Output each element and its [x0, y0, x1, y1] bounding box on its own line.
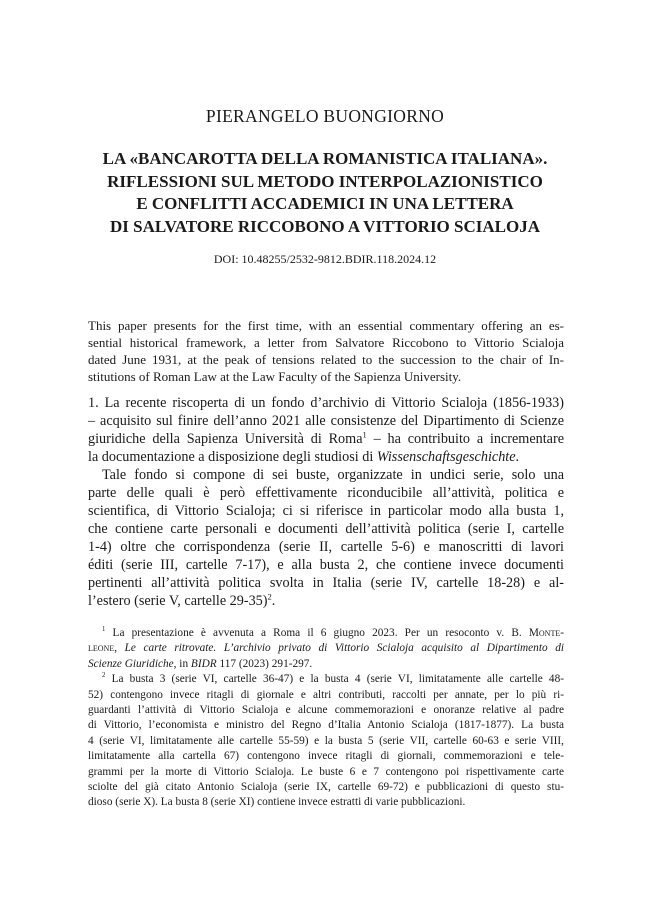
footnote-line: limitatamente alla cartella 67) contengono invece ritagli di giornali, commemorazioni e tele-	[88, 750, 564, 763]
title-line: LA «BANCAROTTA DELLA ROMANISTICA ITALIANA».	[102, 149, 548, 168]
cited-title: Le carte ritrovate. L’archivio privato di Vittorio Scialoja acquisito al Dipartimento di	[124, 642, 564, 655]
author-smallcaps: leone	[88, 642, 115, 655]
body-text	[88, 394, 564, 610]
title-line: E CONFLITTI ACCADEMICI IN UNA LETTERA	[136, 194, 514, 213]
body-line: 1. La recente riscoperta di un fondo d’archivio di Vittorio Scialoja (1856-1933)	[88, 395, 564, 411]
footnote-number: 2	[102, 672, 106, 680]
abstract-line: sential historical framework, a letter from Salvatore Riccobono to Vittorio Scialoja	[88, 335, 564, 350]
abstract-line: stitutions of Roman Law at the Law Faculty of the Sapienza University.	[88, 369, 462, 384]
note-text: La presentazione è avvenuta a Roma il 6 giugno 2023. Per un resoconto v. B.	[105, 627, 529, 639]
author-smallcaps: Monte	[528, 627, 561, 639]
note-text: -	[560, 627, 564, 639]
body-text-span: la documentazione a disposizione degli studiosi di	[88, 449, 377, 465]
footnote-line: grammi per la morte di Vittorio Scialoja. Le buste 6 e 7 contengono poi rispettivamente carte	[88, 765, 564, 778]
body-line: parte delle quali è però effettivamente riconducibile all’attività, politica e	[88, 485, 564, 501]
body-text-span: .	[271, 593, 276, 609]
body-line	[88, 430, 564, 448]
footnote-line: guardanti l’attività di Vittorio Scialoja e alcune commemorazioni e onoranze relative al padre	[88, 704, 564, 717]
footnote-line: dioso (serie X). La busta 8 (serie XI) contiene invece estratti di varie pubblicazioni.	[88, 796, 466, 809]
abstract	[88, 317, 564, 385]
footnote-line	[88, 657, 564, 672]
body-line: scientifica, di Vittorio Scialoja; ci si riferisce in particolar modo alla busta 1,	[88, 503, 564, 519]
note-text: , in	[173, 657, 191, 670]
footnote-line	[88, 626, 564, 641]
note-text: ,	[114, 642, 125, 655]
footnote-line: sciolte del già citato Antonio Scialoja (serie IX, cartelle 69-72) e pubblicazioni di questo stu-	[88, 781, 564, 794]
title-line: DI SALVATORE RICCOBONO A VITTORIO SCIALOJA	[109, 216, 540, 236]
body-line: 1-4) oltre che corrispondenza (serie II, cartelle 5-6) e manoscritti di lavori	[88, 539, 564, 555]
footnote-line	[88, 672, 564, 687]
title-line: RIFLESSIONI SUL METODO INTERPOLAZIONISTICO	[107, 171, 543, 191]
abstract-line: This paper presents for the first time, with an essential commentary offering an es-	[88, 318, 564, 333]
note-text: 117 (2023) 291-297.	[216, 657, 313, 670]
cited-title: Scienze Giuridiche	[88, 657, 174, 670]
footnote-line: 4 (serie VI, limitatamente alle cartelle 55-59) e la busta 5 (serie VII, cartelle 60-63 e serie VIII,	[88, 734, 564, 747]
note-text: La busta 3 (serie VI, cartelle 36-47) e la busta 4 (serie VI, limitatamente alle cartelle 48-	[105, 673, 564, 686]
footnote-ref-2[interactable]: 2	[267, 592, 272, 602]
body-line: – acquisito sul finire dell’anno 2021 alle consistenze del Dipartimento di Scienze	[88, 413, 564, 429]
journal-abbrev: BIDR	[190, 657, 217, 670]
body-line	[88, 592, 564, 610]
abstract-line: dated June 1931, at the peak of tensions related to the succession to the chair of In-	[88, 352, 564, 367]
body-line	[88, 448, 564, 466]
body-text-span: .	[515, 449, 520, 465]
italic-term: Wissenschaftsgeschichte	[376, 449, 516, 465]
body-line: che contiene carte personali e documenti dell’attività politica (serie I, cartelle	[88, 521, 564, 537]
footnote-line	[88, 641, 564, 656]
footnotes	[88, 626, 564, 811]
footnote-ref-1[interactable]: 1	[362, 430, 367, 440]
body-line: éditi (serie III, cartelle 7-17), e alla busta 2, che contiene invece documenti	[88, 557, 564, 573]
body-line: pertinenti all’attività politica svolta in Italia (serie IV, cartelle 18-28) e al-	[88, 575, 564, 591]
footnote-number: 1	[102, 626, 106, 634]
body-text-span: giuridiche della Sapienza Università di Roma	[88, 431, 363, 447]
body-text-span: l’estero (serie V, cartelle 29-35)	[88, 593, 268, 609]
body-line: Tale fondo si compone di sei buste, organizzate in undici serie, solo una	[102, 467, 564, 483]
author-name: PIERANGELO BUONGIORNO	[205, 106, 445, 126]
body-text-span: – ha contribuito a incrementare	[366, 431, 564, 447]
doi-line: DOI: 10.48255/2532-9812.BDIR.118.2024.12	[213, 252, 437, 266]
footnote-line: di Vittorio, l’economista e ministro del Regno d’Italia Antonio Scialoja (1817-1877). La busta	[88, 719, 564, 732]
footnote-line: 52) contengono invece ritagli di giornale e altri contributi, raccolti per annate, per lo più ri-	[88, 688, 564, 701]
article-title	[60, 148, 590, 238]
